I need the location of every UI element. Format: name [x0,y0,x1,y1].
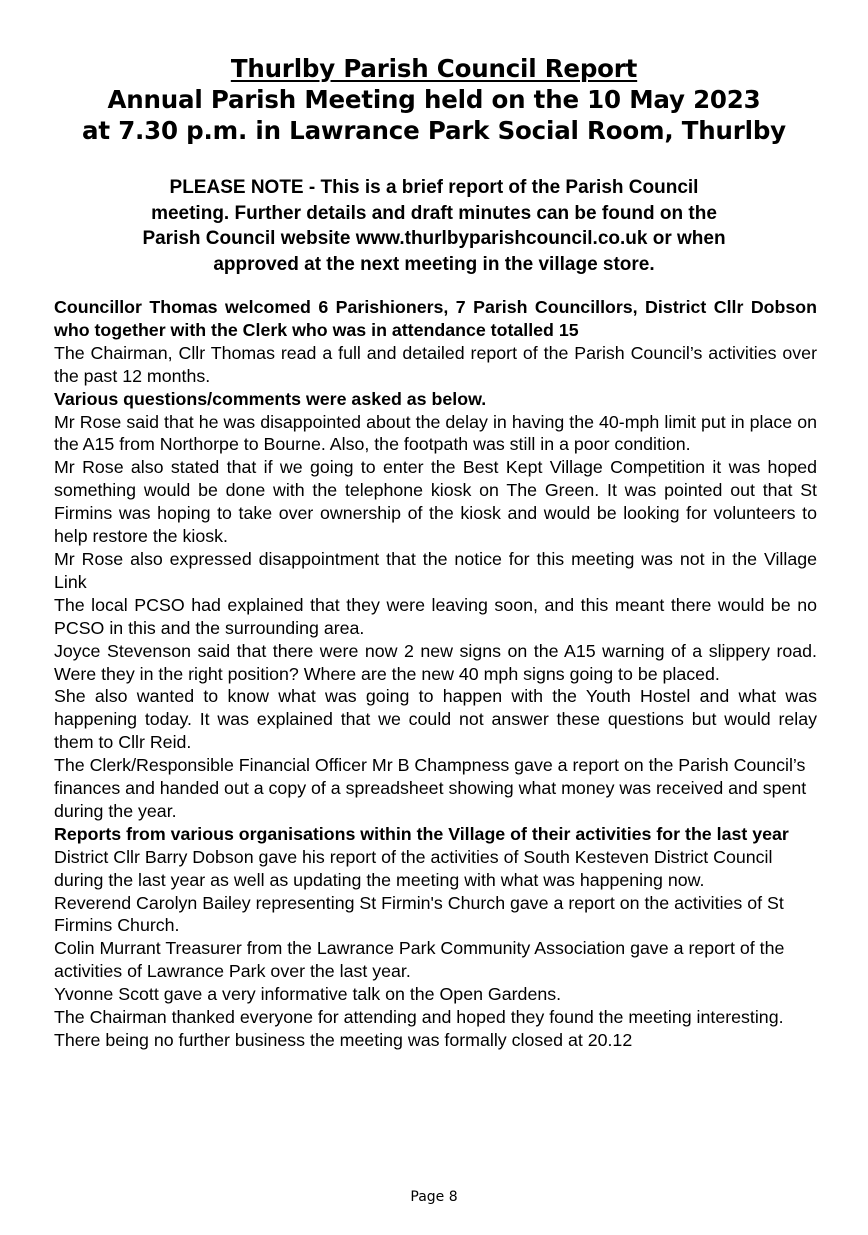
questions-heading: Various questions/comments were asked as below. [54,388,487,409]
chairman-report-paragraph: The Chairman, Cllr Thomas read a full and detailed report of the Parish Council’s activities over the past 12 months. [54,342,817,386]
note-line-4: approved at the next meeting in the village store. [213,253,655,275]
speed-limit-paragraph: Mr Rose said that he was disappointed about the delay in having the 40-mph limit put in place on the A15 from Northorpe to Bourne. Also, the footpath was still in a poor condition. [54,411,817,455]
page-number: Page 8 [410,1189,458,1205]
meeting-subtitle: Annual Parish Meeting held on the 10 May 2023 [107,85,761,114]
report-title: Thurlby Parish Council Report [230,54,638,83]
best-kept-village-paragraph: Mr Rose also stated that if we going to enter the Best Kept Village Competition it was hoped something would be done with the telephone kiosk on The Green. It was pointed out that St Firmins was hoping to take over ownership of the kiosk and would be looking for volunteers to help restore the kiosk. [54,457,817,547]
pcso-paragraph: The local PCSO had explained that they were leaving soon, and this meant there would be no PCSO in this and the surrounding area. [54,594,817,638]
note-line-3: Parish Council website www.thurlbyparishcouncil.co.uk or when [142,228,726,249]
organisations-heading: Reports from various organisations within the Village of their activities for the last year [54,823,789,844]
report-body [54,296,817,1052]
note-line-1: PLEASE NOTE - This is a brief report of the Parish Council [169,177,699,198]
attendance-paragraph: Councillor Thomas welcomed 6 Parishioners, 7 Parish Councillors, District Cllr Dobson who together with the Clerk who was in attendance totalled 15 [54,297,817,340]
report-title-block [40,53,828,146]
finance-report-paragraph: The Clerk/Responsible Financial Officer Mr B Champness gave a report on the Parish Council’s finances and handed out a copy of a spreadsheet showing what money was received and spent during the year. [54,755,807,821]
church-report-paragraph: Reverend Carolyn Bailey representing St Firmin's Church gave a report on the activities of St Firmins Church. [54,892,784,936]
open-gardens-paragraph: Yvonne Scott gave a very informative talk on the Open Gardens. [54,984,562,1005]
note-line-2: meeting. Further details and draft minutes can be found on the [151,202,717,224]
closing-paragraph: There being no further business the meeting was formally closed at 20.12 [54,1030,633,1050]
thanks-paragraph: The Chairman thanked everyone for attending and hoped they found the meeting interesting. [54,1007,784,1028]
please-note-block [80,175,788,277]
notice-paragraph: Mr Rose also expressed disappointment that the notice for this meeting was not in the Village Link [54,548,817,592]
meeting-location: at 7.30 p.m. in Lawrance Park Social Room, Thurlby [82,116,786,145]
district-report-paragraph: District Cllr Barry Dobson gave his report of the activities of South Kesteven District Council during the last year as well as updating the meeting with what was happening now. [54,846,773,890]
youth-hostel-paragraph: She also wanted to know what was going to happen with the Youth Hostel and what was happening today. It was explained that we could not answer these questions but would relay them to Cllr Reid. [54,686,817,753]
community-association-paragraph: Colin Murrant Treasurer from the Lawrance Park Community Association gave a report of the activities of Lawrance Park over the last year. [54,938,785,982]
signs-paragraph: Joyce Stevenson said that there were now 2 new signs on the A15 warning of a slippery road. Were they in the right position? Where are the new 40 mph signs going to be placed. [54,640,817,684]
